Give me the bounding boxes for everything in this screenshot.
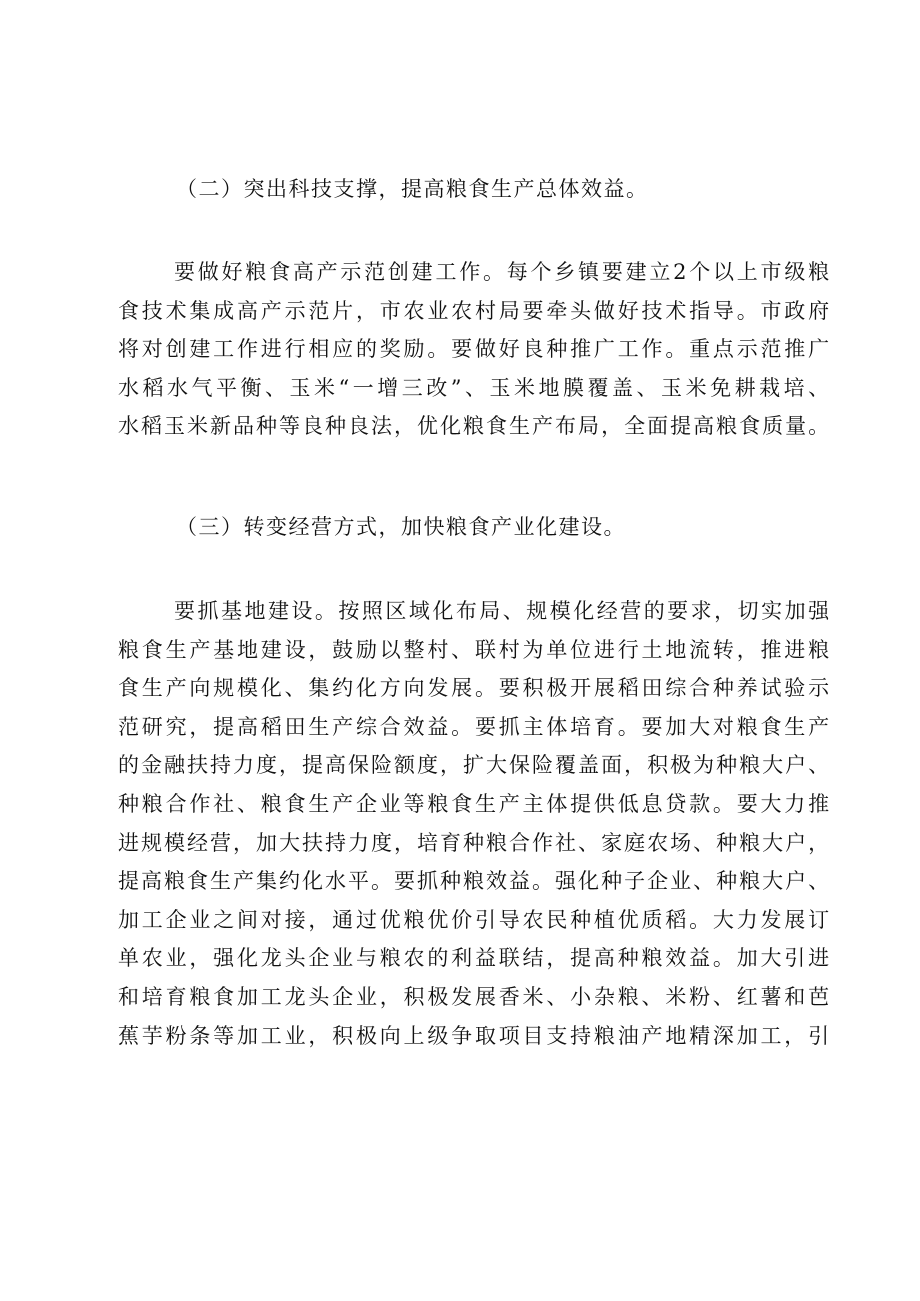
section-paragraph-2 [118,253,830,446]
paragraph-line: 加工企业之间对接，通过优粮优价引导农民种植优质稻。大力发展订 [118,907,830,932]
paragraph-line: 食生产向规模化、集约化方向发展。要积极开展稻田综合种养试验示 [118,676,830,701]
paragraph-line: 进规模经营，加大扶持力度，培育种粮合作社、家庭农场、种粮大户， [118,830,830,855]
paragraph-line: 蕉芋粉条等加工业，积极向上级争取项目支持粮油产地精深加工，引 [118,1023,830,1048]
paragraph-line: 粮食生产基地建设，鼓励以整村、联村为单位进行土地流转，推进粮 [118,637,830,662]
section-heading-3: （三）转变经营方式，加快粮食产业化建设。 [176,515,626,539]
paragraph-line: 水稻玉米新品种等良种良法，优化粮食生产布局，全面提高粮食质量。 [118,414,830,439]
paragraph-line: 要做好粮食高产示范创建工作。每个乡镇要建立2个以上市级粮 [174,260,830,284]
section-heading-2: （二）突出科技支撑，提高粮食生产总体效益。 [176,177,649,201]
paragraph-line: 范研究，提高稻田生产综合效益。要抓主体培育。要加大对粮食生产 [118,714,830,739]
paragraph-line: 要抓基地建设。按照区域化布局、规模化经营的要求，切实加强 [174,599,830,623]
paragraph-line: 将对创建工作进行相应的奖励。要做好良种推广工作。重点示范推广 [118,337,830,362]
paragraph-line: 提高粮食生产集约化水平。要抓种粮效益。强化种子企业、种粮大户、 [118,869,830,894]
paragraph-line: 单农业，强化龙头企业与粮农的利益联结，提高种粮效益。加大引进 [118,946,830,971]
paragraph-line: 食技术集成高产示范片，市农业农村局要牵头做好技术指导。市政府 [118,298,830,323]
section-paragraph-3 [118,592,830,1055]
paragraph-line: 和培育粮食加工龙头企业，积极发展香米、小杂粮、米粉、红薯和芭 [118,984,830,1009]
paragraph-line: 水稻水气平衡、玉米“一增三改”、玉米地膜覆盖、玉米免耕栽培、 [118,375,830,400]
paragraph-line: 种粮合作社、粮食生产企业等粮食生产主体提供低息贷款。要大力推 [118,791,830,816]
paragraph-line: 的金融扶持力度，提高保险额度，扩大保险覆盖面，积极为种粮大户、 [118,753,830,778]
